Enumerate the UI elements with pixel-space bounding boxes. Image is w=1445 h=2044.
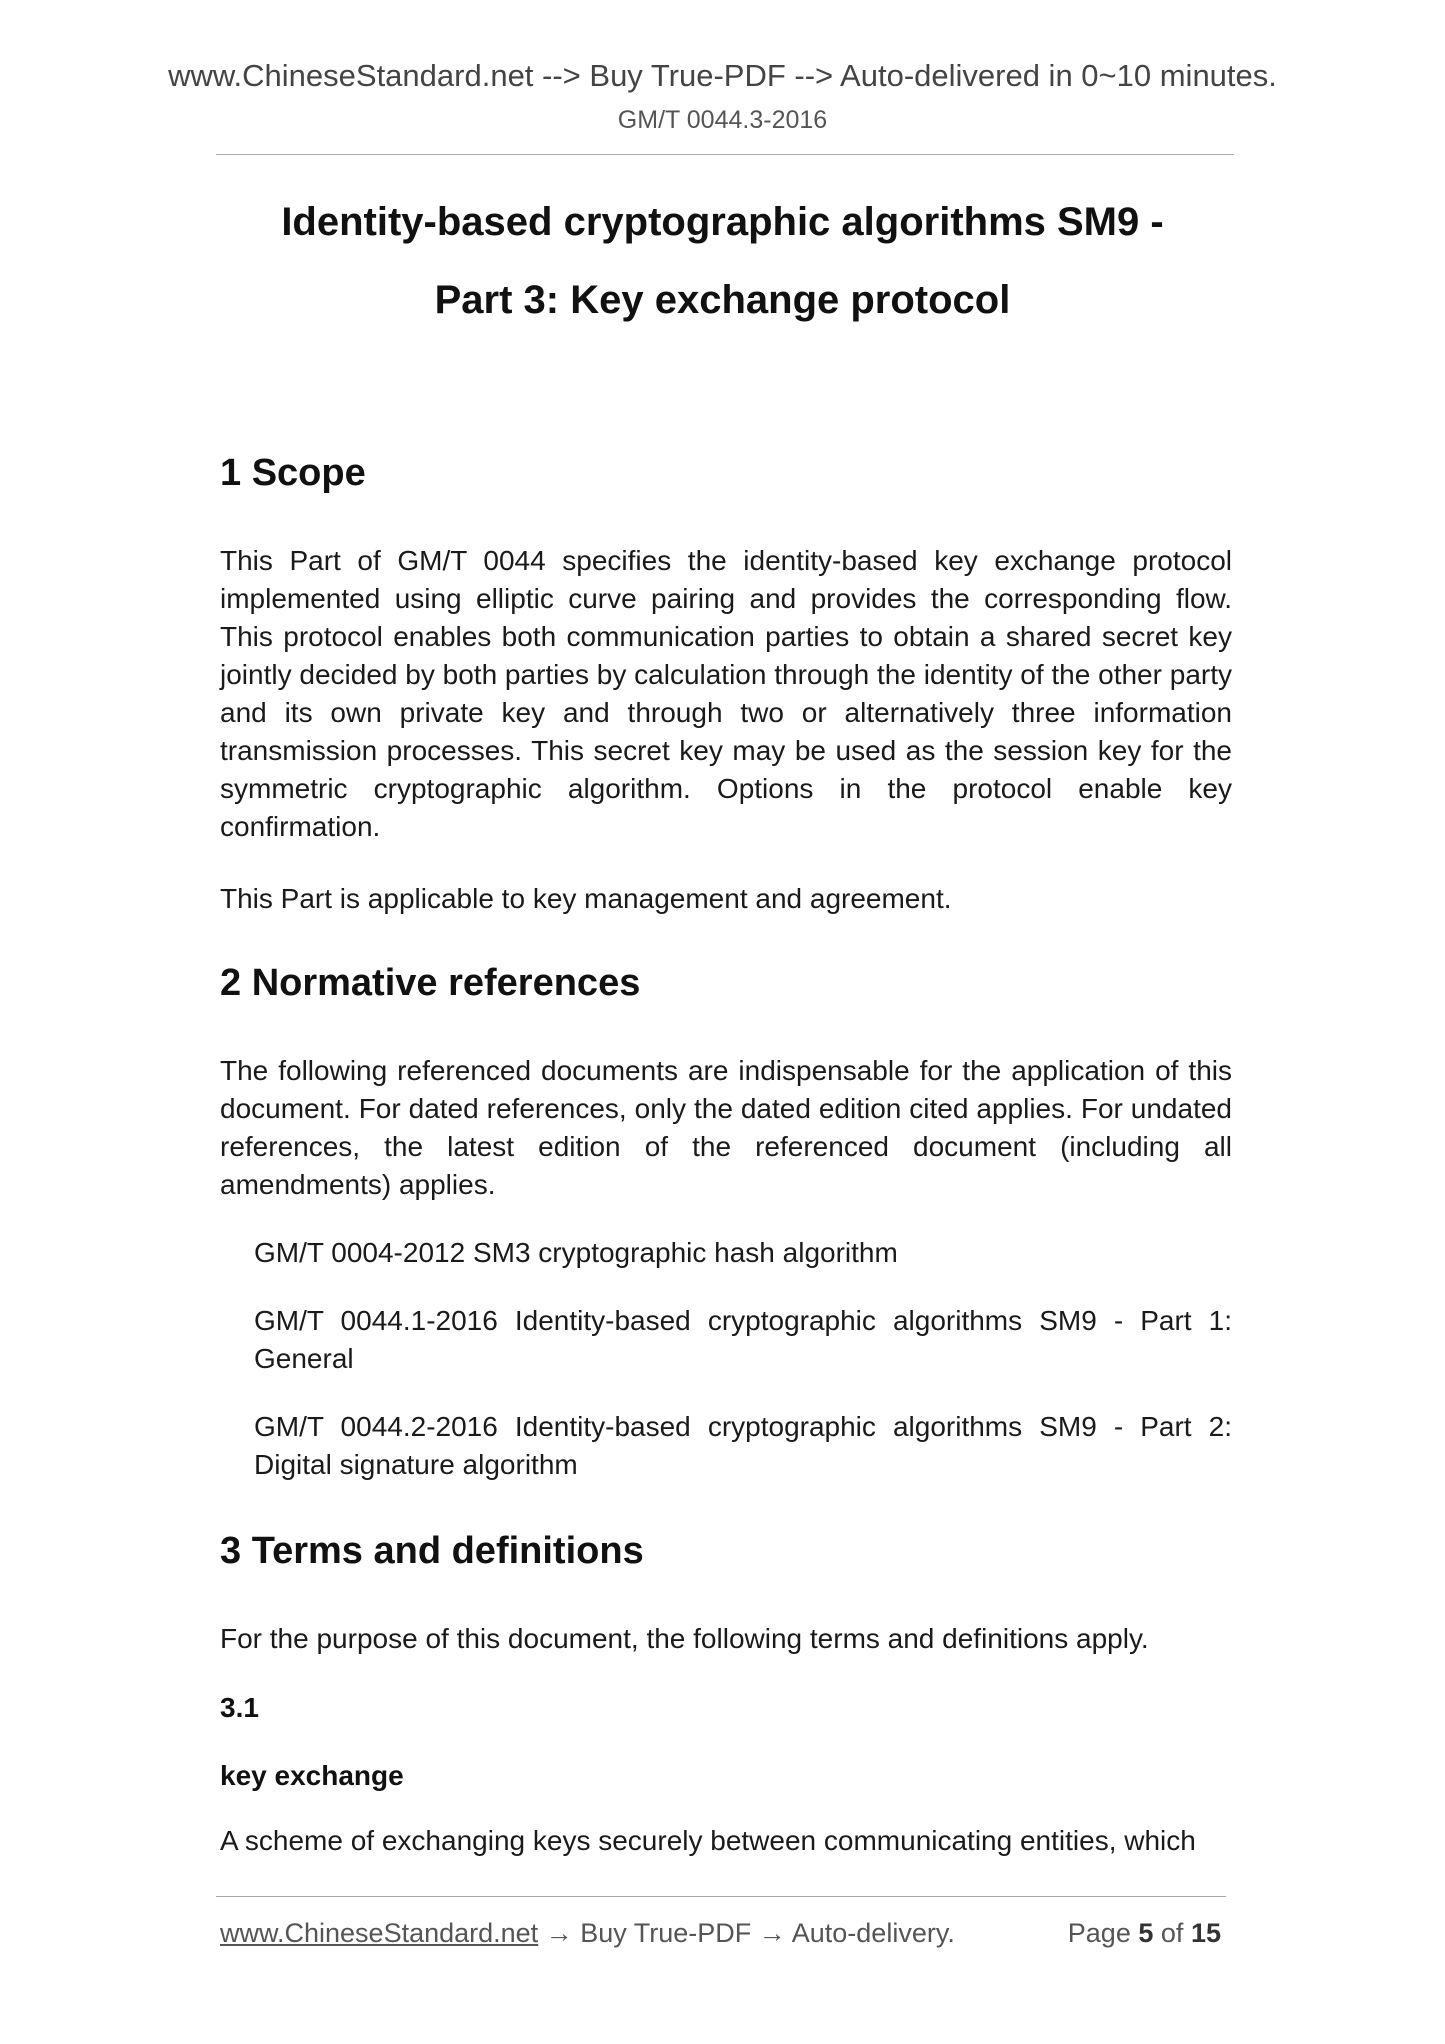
document-title-line2: Part 3: Key exchange protocol: [434, 278, 1011, 322]
page-of: of: [1160, 1918, 1184, 1948]
section-heading-normative-references: 2 Normative references: [220, 962, 641, 1004]
header-banner: www.ChineseStandard.net --> Buy True-PDF --> Auto-delivered in 0~10 minutes.: [168, 58, 1277, 93]
footer-promo-text: → Buy True-PDF → Auto-delivery.: [545, 1918, 955, 1948]
page-current: 5: [1138, 1918, 1154, 1948]
page-label: Page: [1067, 1918, 1131, 1948]
term-name: key exchange: [220, 1760, 404, 1791]
terms-intro: For the purpose of this document, the following terms and definitions apply.: [220, 1623, 1149, 1654]
header-divider: [216, 154, 1234, 155]
term-definition: A scheme of exchanging keys securely between communicating entities, which: [220, 1825, 1196, 1856]
scope-applicability: This Part is applicable to key management and agreement.: [220, 883, 952, 914]
footer-divider: [216, 1896, 1226, 1897]
reference-item: GM/T 0004-2012 SM3 cryptographic hash algorithm: [254, 1237, 898, 1268]
footer-promo: [220, 1918, 955, 1949]
page-total: 15: [1190, 1918, 1221, 1948]
document-title-line1: Identity-based cryptographic algorithms SM9 -: [281, 200, 1164, 244]
reference-item: GM/T 0044.2-2016 Identity-based cryptographic algorithms SM9 - Part 2: Digital signature algorithm: [254, 1411, 1232, 1480]
footer-website-link[interactable]: www.ChineseStandard.net: [220, 1918, 539, 1948]
header-standard-code: GM/T 0044.3-2016: [617, 106, 828, 134]
term-number: 3.1: [220, 1692, 259, 1723]
normative-intro: The following referenced documents are indispensable for the application of this document. For dated references, only the dated edition cited applies. For undated references, the latest edition of the referenced document (including all amendments) applies.: [220, 1055, 1232, 1200]
reference-item: GM/T 0044.1-2016 Identity-based cryptographic algorithms SM9 - Part 1: General: [254, 1305, 1232, 1374]
section-heading-scope: 1 Scope: [220, 452, 366, 494]
scope-paragraph: This Part of GM/T 0044 specifies the identity-based key exchange protocol implemented using elliptic curve pairing and provides the corresponding flow. This protocol enables both communication parties to obtain a shared secret key jointly decided by both parties by calculation through the identity of the other party and its own private key and through two or alternatively three information transmission processes. This secret key may be used as the session key for the symmetric cryptographic algorithm. Options in the protocol enable key confirmation.: [220, 545, 1232, 842]
page-indicator: [1068, 1918, 1221, 1949]
section-heading-terms: 3 Terms and definitions: [220, 1530, 644, 1572]
